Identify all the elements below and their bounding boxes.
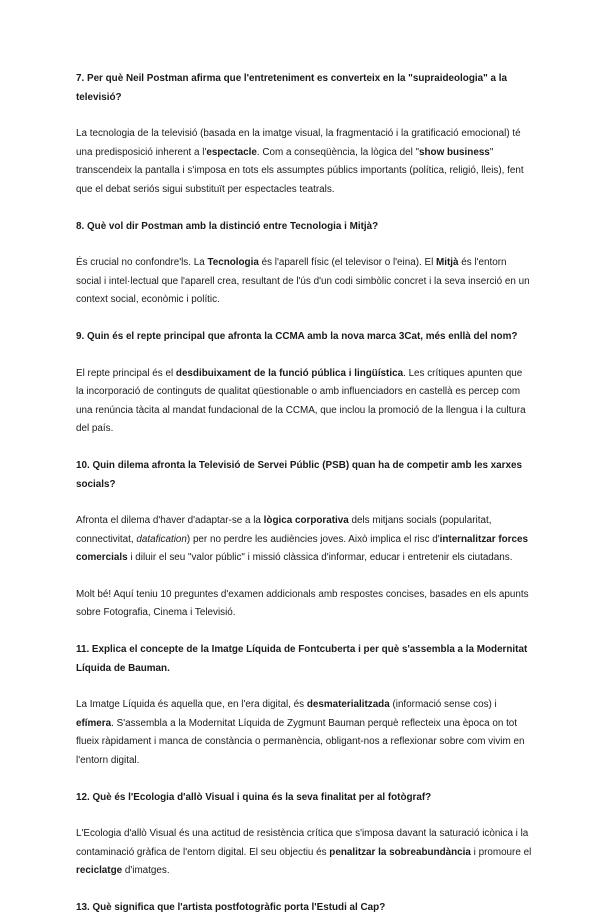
text-run: 11. Explica el concepte de la Imatge Líquida de Fontcuberta i per què s'assembla a la Modernitat Líquida de Bauman. (76, 644, 528, 674)
answer-paragraph (76, 365, 532, 439)
paragraph-gap (76, 310, 532, 328)
bold-term: lògica corporativa (263, 515, 349, 527)
bold-term: internalitzar forces comercials (76, 533, 528, 564)
text-run: És crucial no confondre'ls. La (76, 257, 208, 269)
text-run: . Com a conseqüència, la lògica del " (256, 146, 420, 158)
paragraph-gap (76, 568, 532, 586)
bold-term: Tecnologia (207, 257, 259, 269)
text-run: és l'entorn social i intel·lectual que l'aparell crea, resultant de l'ús d'un codi simbòlic concret i la seva inserció en un context social, econòmic i polític. (76, 257, 530, 306)
text-run: d'imatges. (122, 865, 170, 877)
bold-term: efímera (76, 717, 112, 729)
question-heading (76, 218, 532, 237)
bold-term: reciclatge (76, 865, 123, 877)
bold-term: Mitjà (436, 257, 459, 269)
paragraph-gap (76, 347, 532, 365)
text-run: La Imatge Líquida és aquella que, en l'era digital, és (76, 699, 307, 711)
text-run: Afronta el dilema d'haver d'adaptar-se a la (76, 515, 264, 527)
text-run: El repte principal és el (76, 367, 176, 379)
text-run: La tecnologia de la televisió (basada en la imatge visual, la fragmentació i la gratificació emocional) té una predisposició inherent a l' (76, 128, 521, 158)
italic-term: datafication (136, 533, 187, 545)
text-run: (informació sense cos) i (389, 699, 497, 711)
paragraph-gap (76, 236, 532, 254)
paragraph-gap (76, 678, 532, 696)
paragraph-gap (76, 881, 532, 899)
text-run: dels mitjans socials (popularitat, connectivitat, (76, 515, 492, 545)
text-run: 7. Per què Neil Postman afirma que l'entreteniment es converteix en la "supraideologia" a la televisió? (76, 73, 507, 103)
text-run: i promoure el (470, 846, 532, 858)
answer-paragraph (76, 825, 532, 881)
paragraph-gap (76, 623, 532, 641)
text-run: 9. Quin és el repte principal que afronta la CCMA amb la nova marca 3Cat, més enllà del nom? (76, 330, 518, 342)
question-heading (76, 328, 532, 347)
text-run: . S'assembla a la Modernitat Líquida de Zygmunt Bauman perquè reflecteix una època on tot flueix ràpidament i manca de constància o permanència, obligant-nos a reflexionar sobre com vivim en l'entorn digital. (76, 717, 525, 767)
text-run: 10. Quin dilema afronta la Televisió de Servei Públic (PSB) quan ha de competir amb les xarxes socials? (76, 459, 522, 490)
question-heading (76, 899, 532, 918)
text-run: 12. Què és l'Ecologia d'allò Visual i quina és la seva finalitat per al fotògraf? (76, 791, 432, 803)
text-run: 13. Què significa que l'artista postfotogràfic porta l'Estudi al Cap? (76, 902, 386, 913)
answer-paragraph (76, 512, 532, 568)
question-heading (76, 789, 532, 808)
answer-paragraph (76, 254, 532, 310)
text-run: " transcendeix la pantalla i s'imposa en tots els assumptes públics importants (política, religió, lleis), fent que el debat seriós sigui substituït per espectacles teatrals. (76, 146, 524, 195)
text-run: Molt bé! Aquí teniu 10 preguntes d'examen addicionals amb respostes concises, basades en els apunts sobre Fotografia, Cinema i Televisió. (76, 588, 529, 619)
question-heading (76, 457, 532, 494)
question-heading (76, 641, 532, 678)
answer-paragraph (76, 125, 532, 199)
answer-paragraph (76, 696, 532, 770)
paragraph-gap (76, 807, 532, 825)
bold-term: espectacle (206, 146, 257, 158)
bold-term: penalitzar la sobreabundància (329, 846, 471, 858)
answer-paragraph (76, 586, 532, 623)
text-run: és l'aparell físic (el televisor o l'eina). El (258, 257, 437, 269)
paragraph-gap (76, 107, 532, 125)
paragraph-gap (76, 771, 532, 789)
text-run: L'Ecologia d'allò Visual és una actitud de resistència crítica que s'imposa davant la saturació icònica i la contaminació gràfica de l'entorn digital. El seu objectiu és (76, 828, 529, 858)
paragraph-gap (76, 200, 532, 218)
bold-term: desmaterialitzada (306, 699, 390, 711)
text-run: . Les crítiques apunten que la incorporació de continguts de qualitat qüestionable o amb influenciadors en castellà es percep com una renúncia tàcita al mandat fundacional de la CCMA, que inclou la promoció de la llengua i la cultura del país. (76, 367, 526, 435)
bold-term: desdibuixament de la funció pública i lingüística (175, 367, 404, 379)
bold-term: show business (419, 146, 490, 158)
text-run: i diluir el seu "valor públic" i missió clàssica d'informar, educar i entretenir els ciutadans. (127, 552, 513, 564)
text-run: 8. Què vol dir Postman amb la distinció entre Tecnologia i Mitjà? (76, 220, 379, 232)
question-heading (76, 70, 532, 107)
paragraph-gap (76, 494, 532, 512)
text-run: ) per no perdre les audiències joves. Això implica el risc d' (186, 533, 440, 545)
paragraph-gap (76, 439, 532, 457)
